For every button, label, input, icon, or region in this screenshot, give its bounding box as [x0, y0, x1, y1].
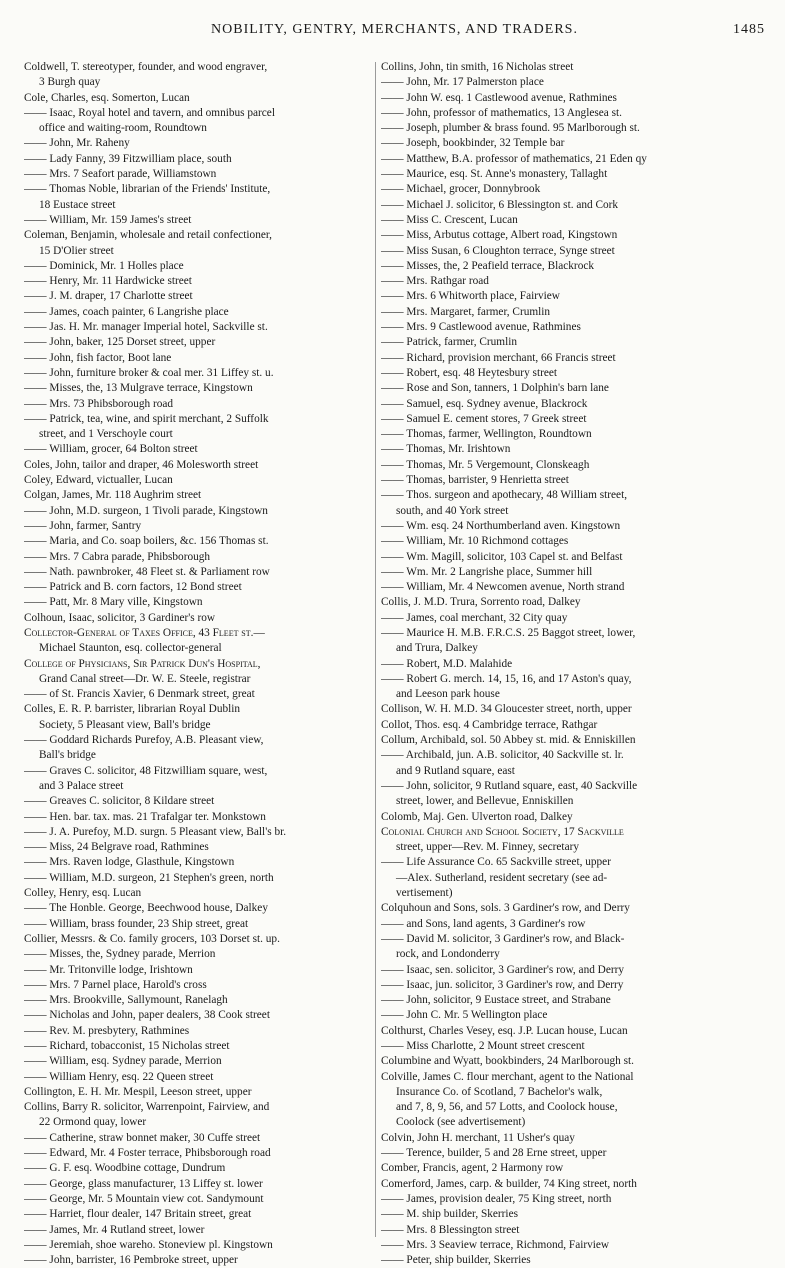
directory-entry: —— William, M.D. surgeon, 21 Stephen's green, north — [24, 871, 274, 884]
directory-entry: Collum, Archibald, sol. 50 Abbey st. mid. & Enniskillen — [381, 734, 636, 747]
directory-entry: Coles, John, tailor and draper, 46 Molesworth street — [24, 458, 259, 471]
directory-entry: —— George, glass manufacturer, 13 Liffey st. lower — [24, 1177, 263, 1190]
directory-entry: College of Physicians, Sir Patrick Dun's Hospital, — [24, 657, 261, 670]
directory-entry: —— James, Mr. 4 Rutland street, lower — [24, 1223, 205, 1236]
directory-entry: —— William, Mr. 4 Newcomen avenue, North strand — [381, 581, 625, 594]
directory-entry: —— Isaac, Royal hotel and tavern, and omnibus parcel — [24, 106, 275, 119]
directory-entry: —— and Sons, land agents, 3 Gardiner's row — [381, 917, 586, 930]
directory-entry: Michael Staunton, esq. collector-general — [39, 642, 222, 655]
column-divider — [375, 62, 376, 1237]
directory-entry: and 3 Palace street — [39, 779, 124, 792]
directory-entry: and 7, 8, 9, 56, and 57 Lotts, and Coolock house, — [396, 1101, 618, 1114]
directory-entry: —— John, fish factor, Boot lane — [24, 351, 172, 364]
directory-entry: —— John, barrister, 16 Pembroke street, upper — [24, 1254, 238, 1267]
directory-entry: Colonial Church and School Society, 17 Sackville — [381, 825, 624, 838]
directory-entry: Collis, J. M.D. Trura, Sorrento road, Dalkey — [381, 596, 581, 609]
directory-entry: Colomb, Maj. Gen. Ulverton road, Dalkey — [381, 810, 573, 823]
directory-entry: —— John, professor of mathematics, 13 Anglesea st. — [381, 106, 622, 119]
directory-entry: —— Mrs. Brookville, Sallymount, Ranelagh — [24, 994, 228, 1007]
directory-entry: —— George, Mr. 5 Mountain view cot. Sandymount — [24, 1192, 264, 1205]
directory-entry: —— Life Assurance Co. 65 Sackville street, upper — [381, 856, 611, 869]
directory-entry: and Leeson park house — [396, 688, 500, 701]
directory-entry: —— Lady Fanny, 39 Fitzwilliam place, south — [24, 152, 232, 165]
left-column — [24, 60, 374, 1268]
directory-entry: Coldwell, T. stereotyper, founder, and wood engraver, — [24, 61, 268, 73]
directory-entry: Coolock (see advertisement) — [396, 1116, 526, 1129]
directory-entry: Coley, Edward, victualler, Lucan — [24, 474, 173, 487]
directory-entry: —— G. F. esq. Woodbine cottage, Dundrum — [24, 1162, 226, 1175]
directory-entry: —— Wm. Magill, solicitor, 103 Capel st. and Belfast — [381, 550, 623, 563]
directory-entry: Society, 5 Pleasant view, Ball's bridge — [39, 718, 211, 731]
directory-entry: —— Matthew, B.A. professor of mathematics, 21 Eden qy — [381, 152, 647, 165]
directory-entry: —— Samuel, esq. Sydney avenue, Blackrock — [381, 397, 588, 410]
directory-entry: —— Mr. Tritonville lodge, Irishtown — [24, 963, 193, 976]
directory-entry: —— James, provision dealer, 75 King street, north — [381, 1192, 612, 1205]
directory-entry: rock, and Londonderry — [396, 948, 500, 961]
directory-entry: —— Greaves C. solicitor, 8 Kildare street — [24, 795, 215, 808]
directory-entry: street, and 1 Verschoyle court — [39, 428, 173, 441]
directory-entry: —— John, solicitor, 9 Eustace street, and Strabane — [381, 994, 611, 1007]
directory-entry: —— Harriet, flour dealer, 147 Britain street, great — [24, 1208, 252, 1221]
directory-entry: —— Mrs. Margaret, farmer, Crumlin — [381, 305, 551, 318]
directory-entry: —— Patrick, tea, wine, and spirit merchant, 2 Suffolk — [24, 412, 269, 425]
directory-entry: —— Mrs. Raven lodge, Glasthule, Kingstown — [24, 856, 235, 869]
directory-entry: Comerford, James, carp. & builder, 74 King street, north — [381, 1177, 637, 1190]
directory-entry: —— Joseph, bookbinder, 32 Temple bar — [381, 137, 565, 150]
directory-entry: —— Thomas, Mr. 5 Vergemount, Clonskeagh — [381, 458, 590, 471]
directory-entry: —— Robert G. merch. 14, 15, 16, and 17 Aston's quay, — [381, 672, 632, 685]
directory-entry: —— Michael, grocer, Donnybrook — [381, 183, 541, 196]
directory-entry: —Alex. Sutherland, resident secretary (see ad- — [396, 871, 608, 884]
directory-entry: Colhoun, Isaac, solicitor, 3 Gardiner's row — [24, 611, 216, 624]
directory-entry: —— Thomas, farmer, Wellington, Roundtown — [381, 428, 592, 441]
directory-entry: 15 D'Olier street — [39, 244, 114, 257]
directory-entry: —— Goddard Richards Purefoy, A.B. Pleasant view, — [24, 734, 264, 747]
directory-entry: —— Misses, the, Sydney parade, Merrion — [24, 948, 216, 961]
directory-entry: —— James, coal merchant, 32 City quay — [381, 611, 568, 624]
right-column — [381, 60, 763, 1268]
directory-entry: 3 Burgh quay — [39, 76, 101, 89]
directory-entry: and Trura, Dalkey — [396, 642, 478, 655]
directory-entry: —— Patrick and B. corn factors, 12 Bond street — [24, 581, 242, 594]
directory-entry: —— Patt, Mr. 8 Mary ville, Kingstown — [24, 596, 203, 609]
directory-entry: —— Mrs. Rathgar road — [381, 275, 489, 288]
directory-entry: street, upper—Rev. M. Finney, secretary — [396, 841, 579, 854]
directory-entry: —— John W. esq. 1 Castlewood avenue, Rathmines — [381, 91, 617, 104]
directory-entry: Colvin, John H. merchant, 11 Usher's quay — [381, 1131, 575, 1144]
directory-entry: —— John, Mr. 17 Palmerston place — [381, 76, 544, 89]
directory-entry: —— Joseph, plumber & brass found. 95 Marlborough st. — [381, 122, 640, 135]
directory-entry: —— Isaac, jun. solicitor, 3 Gardiner's row, and Derry — [381, 978, 624, 991]
directory-entry: —— Miss, 24 Belgrave road, Rathmines — [24, 841, 209, 854]
directory-entry: —— John, farmer, Santry — [24, 519, 142, 532]
directory-entry: —— Mrs. 6 Whitworth place, Fairview — [381, 290, 560, 303]
directory-entry: Collison, W. H. M.D. 34 Gloucester street, north, upper — [381, 703, 632, 716]
directory-entry: —— Mrs. 3 Seaview terrace, Richmond, Fairview — [381, 1238, 610, 1251]
directory-entry: —— Thomas, barrister, 9 Henrietta street — [381, 474, 569, 487]
directory-entry: —— Nicholas and John, paper dealers, 38 Cook street — [24, 1009, 270, 1022]
directory-entry: Collins, John, tin smith, 16 Nicholas street — [381, 61, 574, 73]
directory-entry: —— John, Mr. Raheny — [24, 137, 130, 150]
directory-entry: —— Robert, M.D. Malahide — [381, 657, 513, 670]
directory-entry: Colles, E. R. P. barrister, librarian Royal Dublin — [24, 703, 241, 716]
directory-entry: Collier, Messrs. & Co. family grocers, 103 Dorset st. up. — [24, 932, 280, 945]
directory-entry: —— The Honble. George, Beechwood house, Dalkey — [24, 902, 268, 915]
directory-entry: —— Mrs. 7 Parnel place, Harold's cross — [24, 978, 207, 991]
directory-entry: —— Miss Charlotte, 2 Mount street crescent — [381, 1040, 585, 1052]
directory-entry: —— Isaac, sen. solicitor, 3 Gardiner's row, and Derry — [381, 963, 625, 976]
directory-entry: Colley, Henry, esq. Lucan — [24, 887, 142, 900]
directory-entry: —— Jas. H. Mr. manager Imperial hotel, Sackville st. — [24, 321, 268, 334]
directory-entry: Colthurst, Charles Vesey, esq. J.P. Lucan house, Lucan — [381, 1024, 628, 1037]
directory-entry: —— Mrs. 73 Phibsborough road — [24, 397, 174, 410]
directory-entry: —— Misses, the, 2 Peafield terrace, Blackrock — [381, 259, 595, 272]
directory-entry: —— Thomas, Mr. Irishtown — [381, 443, 511, 456]
directory-entry: —— Wm. esq. 24 Northumberland aven. Kingstown — [381, 519, 621, 532]
directory-entry: —— John, furniture broker & coal mer. 31 Liffey st. u. — [24, 366, 274, 379]
directory-entry: Grand Canal street—Dr. W. E. Steele, registrar — [39, 672, 251, 685]
directory-entry: —— Mrs. 8 Blessington street — [381, 1223, 520, 1236]
directory-entry: —— William, brass founder, 23 Ship street, great — [24, 917, 249, 930]
directory-entry: 22 Ormond quay, lower — [39, 1116, 147, 1129]
directory-entry: —— William Henry, esq. 22 Queen street — [24, 1070, 214, 1083]
directory-entry: —— William, grocer, 64 Bolton street — [24, 443, 198, 456]
directory-entry: Colville, James C. flour merchant, agent to the National — [381, 1070, 634, 1083]
directory-entry: —— James, coach painter, 6 Langrishe place — [24, 305, 229, 318]
directory-entry: —— John, solicitor, 9 Rutland square, east, 40 Sackville — [381, 779, 638, 792]
directory-entry: street, lower, and Bellevue, Enniskillen — [396, 795, 574, 808]
directory-entry: —— Samuel E. cement stores, 7 Greek street — [381, 412, 587, 425]
directory-entry: —— William, esq. Sydney parade, Merrion — [24, 1055, 222, 1068]
directory-entry: —— Robert, esq. 48 Heytesbury street — [381, 366, 558, 379]
directory-entry: south, and 40 York street — [396, 504, 509, 517]
page-number: 1485 — [733, 22, 765, 37]
directory-entry: —— Nath. pawnbroker, 48 Fleet st. & Parliament row — [24, 565, 270, 578]
directory-entry: 18 Eustace street — [39, 198, 116, 211]
directory-entry: —— Wm. Mr. 2 Langrishe place, Summer hill — [381, 565, 593, 578]
directory-entry: —— Miss, Arbutus cottage, Albert road, Kingstown — [381, 229, 618, 242]
directory-entry: Coleman, Benjamin, wholesale and retail confectioner, — [24, 229, 272, 242]
directory-entry: Cole, Charles, esq. Somerton, Lucan — [24, 91, 190, 104]
directory-entry: —— Richard, provision merchant, 66 Francis street — [381, 351, 616, 364]
directory-entry: —— William, Mr. 10 Richmond cottages — [381, 535, 569, 548]
directory-entry: —— Maurice, esq. St. Anne's monastery, Tallaght — [381, 168, 608, 181]
directory-entry: —— M. ship builder, Skerries — [381, 1208, 518, 1221]
directory-entry: —— Rev. M. presbytery, Rathmines — [24, 1024, 190, 1037]
page-header — [24, 22, 765, 44]
directory-entry: —— Terence, builder, 5 and 28 Erne street, upper — [381, 1147, 607, 1160]
directory-entry: Columbine and Wyatt, bookbinders, 24 Marlborough st. — [381, 1055, 634, 1068]
directory-entry: Collot, Thos. esq. 4 Cambridge terrace, Rathgar — [381, 718, 598, 731]
directory-entry: —— Archibald, jun. A.B. solicitor, 40 Sackville st. lr. — [381, 749, 624, 762]
directory-entry: and 9 Rutland square, east — [396, 764, 515, 777]
directory-entry: —— Misses, the, 13 Mulgrave terrace, Kingstown — [24, 382, 253, 395]
directory-entry: —— John, M.D. surgeon, 1 Tivoli parade, Kingstown — [24, 504, 268, 517]
directory-entry: —— Peter, ship builder, Skerries — [381, 1254, 531, 1267]
directory-entry: —— Michael J. solicitor, 6 Blessington st. and Cork — [381, 198, 619, 211]
directory-entry: —— J. A. Purefoy, M.D. surgn. 5 Pleasant view, Ball's br. — [24, 825, 287, 838]
directory-entry: Colquhoun and Sons, sols. 3 Gardiner's row, and Derry — [381, 902, 630, 915]
directory-entry: Insurance Co. of Scotland, 7 Bachelor's walk, — [396, 1085, 603, 1098]
directory-entry: —— Edward, Mr. 4 Foster terrace, Phibsborough road — [24, 1147, 271, 1160]
page-title: NOBILITY, GENTRY, MERCHANTS, AND TRADERS. — [211, 22, 578, 37]
directory-entry: —— Richard, tobacconist, 15 Nicholas street — [24, 1040, 230, 1052]
directory-entry: —— Jeremiah, shoe wareho. Stoneview pl. Kingstown — [24, 1238, 273, 1251]
directory-entry: —— Patrick, farmer, Crumlin — [381, 336, 518, 349]
directory-entry: Comber, Francis, agent, 2 Harmony row — [381, 1162, 564, 1175]
directory-entry: Collector-General of Taxes Office, 43 Fleet st.— — [24, 626, 265, 639]
directory-entry: —— John C. Mr. 5 Wellington place — [381, 1009, 548, 1022]
directory-entry: Collington, E. H. Mr. Mespil, Leeson street, upper — [24, 1085, 252, 1098]
directory-entry: —— Graves C. solicitor, 48 Fitzwilliam square, west, — [24, 764, 268, 777]
directory-entry: —— Henry, Mr. 11 Hardwicke street — [24, 275, 192, 288]
directory-entry: —— Mrs. 7 Seafort parade, Williamstown — [24, 168, 217, 181]
directory-entry: office and waiting-room, Roundtown — [39, 122, 207, 135]
directory-entry: Colgan, James, Mr. 118 Aughrim street — [24, 489, 202, 502]
directory-entry: —— Miss Susan, 6 Cloughton terrace, Synge street — [381, 244, 615, 257]
directory-entry: —— Thomas Noble, librarian of the Friends' Institute, — [24, 183, 271, 196]
directory-entry: —— J. M. draper, 17 Charlotte street — [24, 290, 193, 303]
directory-entry: —— Hen. bar. tax. mas. 21 Trafalgar ter. Monkstown — [24, 810, 266, 823]
directory-entry: —— John, baker, 125 Dorset street, upper — [24, 336, 216, 349]
directory-entry: —— William, Mr. 159 James's street — [24, 213, 192, 226]
directory-entry: —— Thos. surgeon and apothecary, 48 William street, — [381, 489, 628, 502]
directory-entry: Collins, Barry R. solicitor, Warrenpoint, Fairview, and — [24, 1101, 270, 1114]
directory-entry: —— Dominick, Mr. 1 Holles place — [24, 259, 184, 272]
directory-entry: vertisement) — [396, 887, 453, 900]
directory-entry: —— Mrs. 7 Cabra parade, Phibsborough — [24, 550, 211, 563]
directory-entry: —— of St. Francis Xavier, 6 Denmark street, great — [24, 688, 255, 701]
directory-entry: —— Rose and Son, tanners, 1 Dolphin's barn lane — [381, 382, 609, 395]
directory-entry: —— Maurice H. M.B. F.R.C.S. 25 Baggot street, lower, — [381, 626, 636, 639]
directory-entry: —— Mrs. 9 Castlewood avenue, Rathmines — [381, 321, 581, 334]
directory-entry: —— Catherine, straw bonnet maker, 30 Cuffe street — [24, 1131, 261, 1144]
directory-entry: —— Miss C. Crescent, Lucan — [381, 213, 518, 226]
directory-entry: —— David M. solicitor, 3 Gardiner's row, and Black- — [381, 932, 625, 945]
directory-entry: Ball's bridge — [39, 749, 96, 762]
directory-entry: —— Maria, and Co. soap boilers, &c. 156 Thomas st. — [24, 535, 269, 548]
